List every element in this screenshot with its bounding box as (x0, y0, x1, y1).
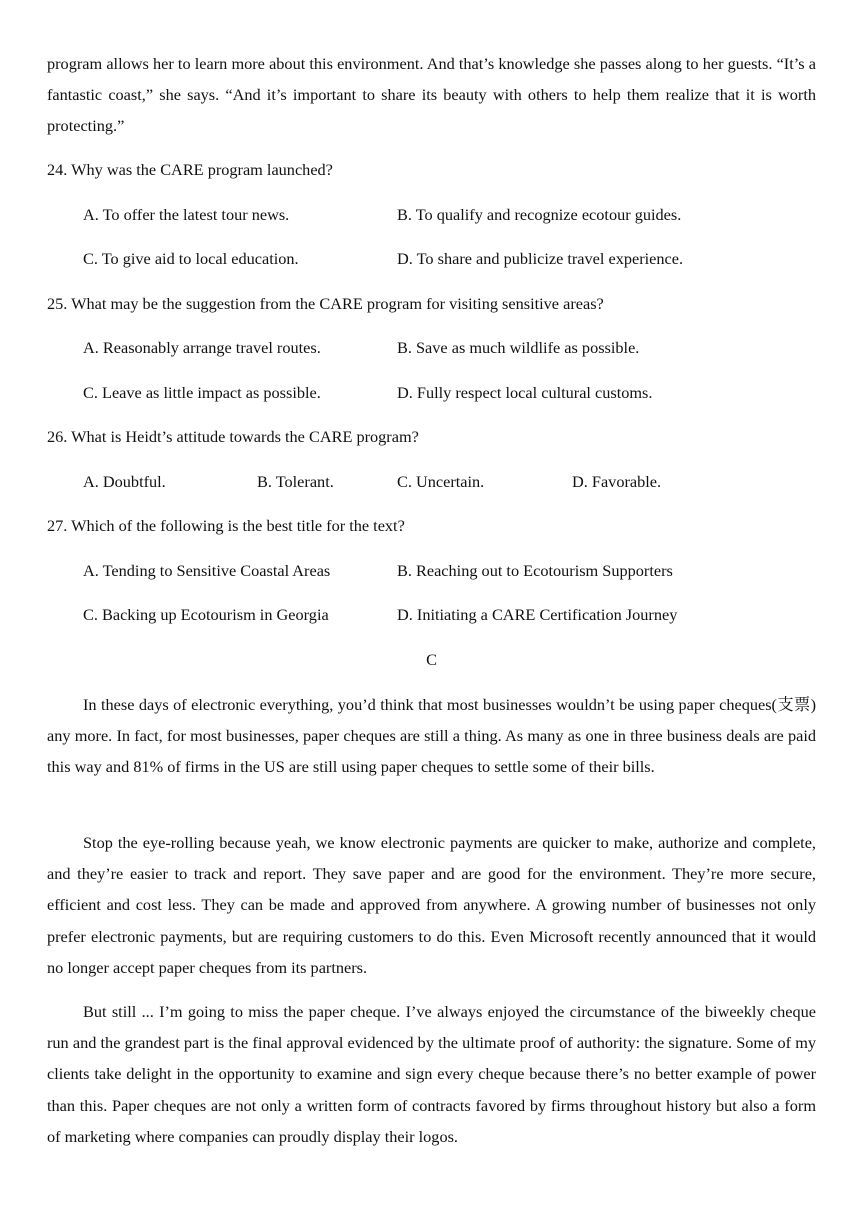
question-25-option-c: C. Leave as little impact as possible. (83, 383, 321, 402)
question-26-option-b: B. Tolerant. (257, 472, 334, 491)
passage-c-paragraph-2: Stop the eye-rolling because yeah, we know electronic payments are quicker to make, authorize and complete, and they’re easier to track and report. They save paper and are good for the environment. They’re more secure, efficient and cost less. They can be made and approved from anywhere. A growing number of businesses not only prefer electronic payments, but are requiring customers to do this. Even Microsoft recently announced that it would no longer accept paper cheques from its partners. (47, 833, 816, 977)
question-24-option-b: B. To qualify and recognize ecotour guides. (397, 205, 682, 224)
question-27-option-c: C. Backing up Ecotourism in Georgia (83, 605, 329, 624)
question-24-options-row-1 (47, 204, 816, 226)
question-26-option-d: D. Favorable. (572, 472, 662, 491)
question-26-option-a: A. Doubtful. (83, 472, 166, 491)
question-24-options-row-2 (47, 248, 816, 270)
question-25-option-b: B. Save as much wildlife as possible. (397, 338, 640, 357)
question-27-option-a: A. Tending to Sensitive Coastal Areas (83, 561, 331, 580)
question-24-stem: 24. Why was the CARE program launched? (47, 160, 333, 179)
question-27-option-d: D. Initiating a CARE Certification Journey (397, 605, 678, 624)
question-27-options-row-1 (47, 560, 816, 582)
passage-c-paragraph-3: But still ... I’m going to miss the paper cheque. I’ve always enjoyed the circumstance of the biweekly cheque run and the grandest part is the final approval evidenced by the ultimate proof of authority: the signature. Some of my clients take delight in the opportunity to examine and sign every cheque because there’s no better example of power than this. Paper cheques are not only a written form of contracts favored by firms throughout history but also a form of marketing where companies can proudly display their logos. (47, 1002, 816, 1146)
question-27-options-row-2 (47, 604, 816, 626)
question-25-options-row-1 (47, 337, 816, 359)
passage-c-paragraph-1: In these days of electronic everything, you’d think that most businesses wouldn’t be using paper cheques(支票) any more. In fact, for most businesses, paper cheques are still a thing. As many as one in three business deals are paid this way and 81% of firms in the US are still using paper cheques to settle some of their bills. (47, 695, 816, 777)
question-25-options-row-2 (47, 382, 816, 404)
question-25-option-a: A. Reasonably arrange travel routes. (83, 338, 321, 357)
question-24-option-d: D. To share and publicize travel experience. (397, 249, 684, 268)
question-24-option-c: C. To give aid to local education. (83, 249, 299, 268)
question-26-option-c: C. Uncertain. (397, 472, 485, 491)
question-27-option-b: B. Reaching out to Ecotourism Supporters (397, 561, 673, 580)
question-27-stem: 27. Which of the following is the best title for the text? (47, 516, 405, 535)
question-24-option-a: A. To offer the latest tour news. (83, 205, 290, 224)
question-26-stem: 26. What is Heidt’s attitude towards the CARE program? (47, 427, 419, 446)
question-26-options-row (47, 471, 816, 493)
question-25-stem: 25. What may be the suggestion from the CARE program for visiting sensitive areas? (47, 294, 604, 313)
section-label: C (426, 650, 437, 669)
question-25-option-d: D. Fully respect local cultural customs. (397, 383, 653, 402)
intro-paragraph: program allows her to learn more about this environment. And that’s knowledge she passes along to her guests. “It’s a fantastic coast,” she says. “And it’s important to share its beauty with others to help them realize that it is worth protecting.” (47, 54, 816, 136)
